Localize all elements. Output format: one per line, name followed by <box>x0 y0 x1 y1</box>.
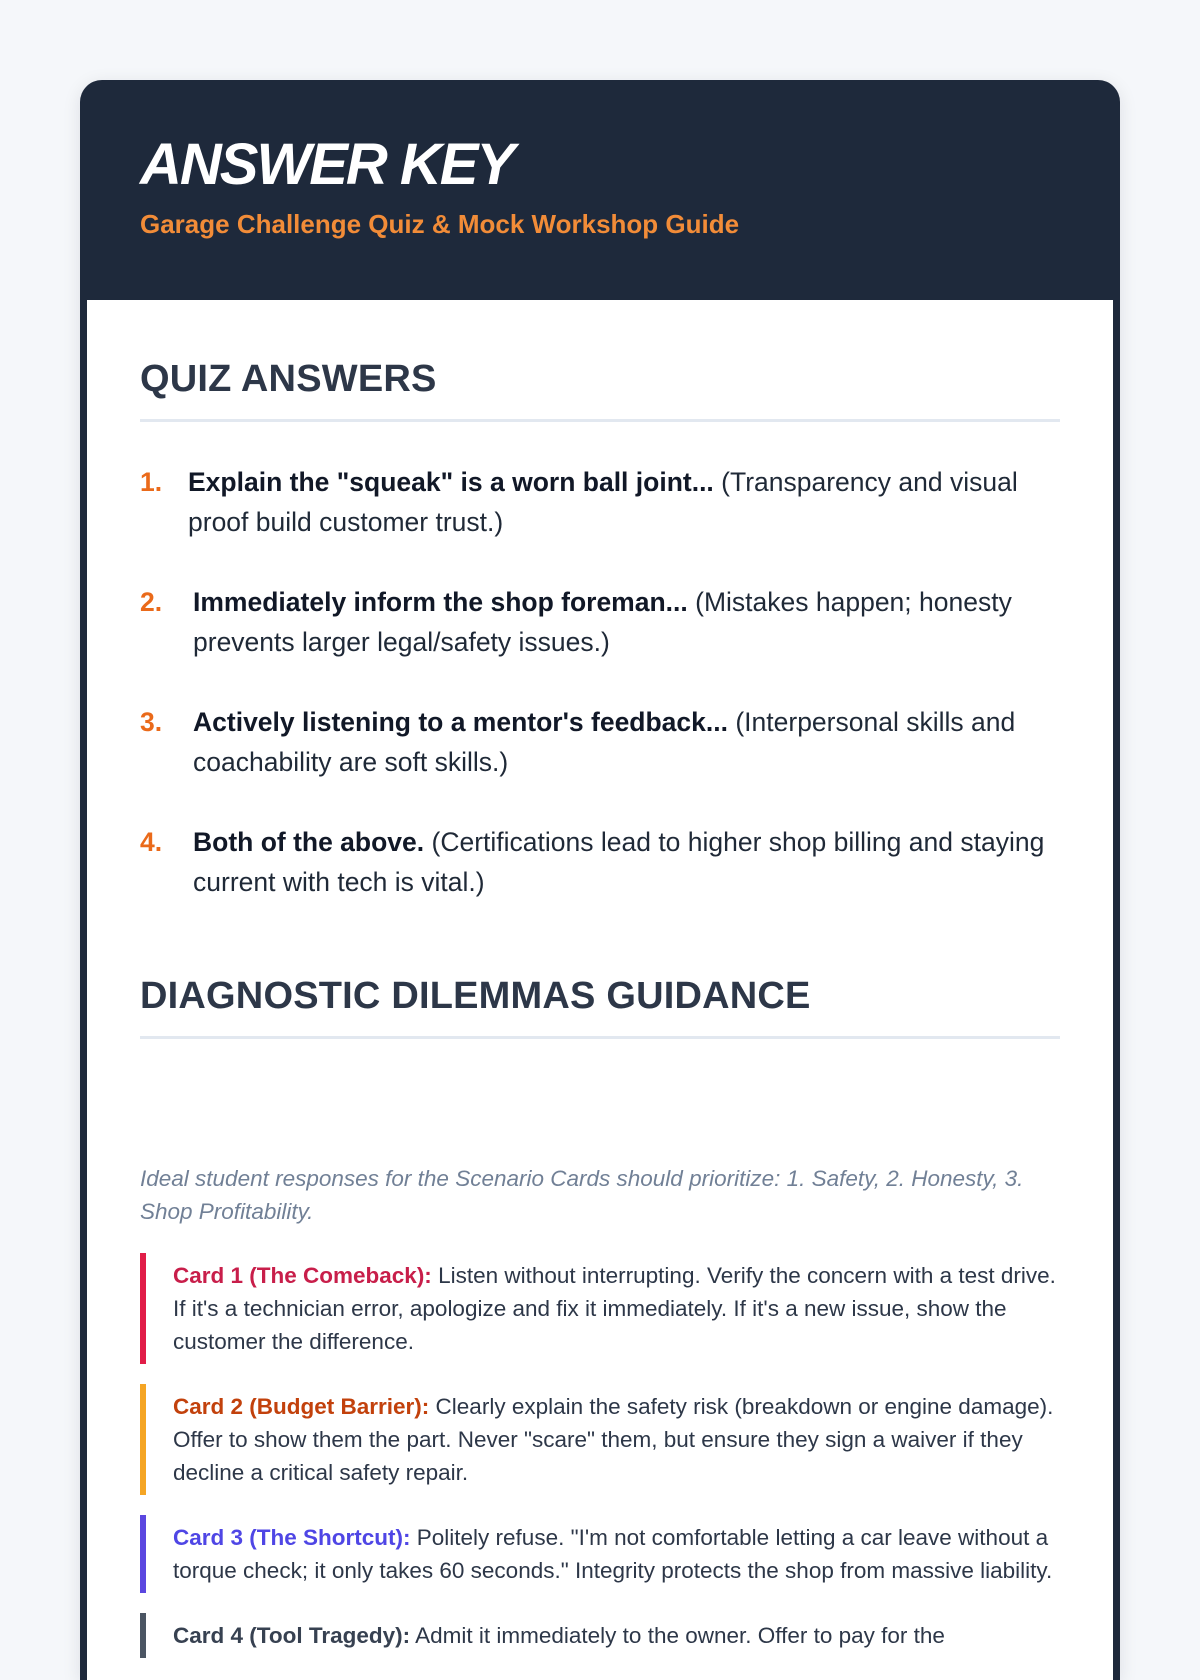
quiz-correct-answer: Immediately inform the shop foreman... <box>193 587 688 617</box>
scenario-card-text: Politely refuse. "I'm not comfortable letting a car leave without a torque check; it only takes 60 seconds." Integrity protects the shop from massive liability. <box>173 1525 1053 1583</box>
quiz-answer-item <box>140 702 1060 782</box>
quiz-answers-heading: QUIZ ANSWERS <box>140 358 1060 422</box>
quiz-answer-explanation: (Certifications lead to higher shop billing and staying current with tech is vital.) <box>193 827 1045 897</box>
quiz-answer-text <box>193 822 1060 902</box>
quiz-answer-number: 1. <box>140 467 163 497</box>
scenario-card-text: Clearly explain the safety risk (breakdown or engine damage). Offer to show them the part. Never "scare" them, but ensure they sign a waiver if they decline a critical safety repair. <box>173 1394 1054 1485</box>
scenario-card-text: Listen without interrupting. Verify the concern with a test drive. If it's a technician error, apologize and fix it immediately. If it's a new issue, show the customer the difference. <box>173 1263 1056 1354</box>
scenario-card <box>140 1613 1060 1658</box>
quiz-answer-text <box>193 702 1060 782</box>
page-title: ANSWER KEY <box>140 132 514 197</box>
quiz-answer-number: 2. <box>140 587 163 617</box>
page-subtitle: Garage Challenge Quiz & Mock Workshop Guide <box>140 209 740 239</box>
quiz-answer-number: 4. <box>140 827 163 857</box>
quiz-answer-number: 3. <box>140 707 163 737</box>
quiz-answer-list <box>140 462 1060 942</box>
quiz-answer-text <box>188 462 1060 542</box>
quiz-correct-answer: Actively listening to a mentor's feedback... <box>193 707 728 737</box>
quiz-answer-item <box>140 582 1060 662</box>
scenario-card-text: Admit it immediately to the owner. Offer to pay for the <box>410 1623 945 1648</box>
quiz-answer-item <box>140 822 1060 902</box>
quiz-answer-text <box>193 582 1060 662</box>
scenario-card <box>140 1384 1060 1495</box>
scenario-card <box>140 1515 1060 1593</box>
quiz-answer-item <box>140 462 1060 542</box>
dilemmas-intro: Ideal student responses for the Scenario Cards should prioritize: 1. Safety, 2. Honesty, 3. Shop Profitability. <box>140 1166 1024 1224</box>
scenario-card-label: Card 2 (Budget Barrier): <box>173 1394 430 1419</box>
quiz-answer-explanation: (Transparency and visual proof build customer trust.) <box>188 467 1018 537</box>
header <box>80 80 1120 300</box>
quiz-correct-answer: Explain the "squeak" is a worn ball joint... <box>188 467 714 497</box>
scenario-card <box>140 1253 1060 1364</box>
scenario-card-list <box>140 1253 1060 1678</box>
answer-key-card <box>80 80 1120 1680</box>
quiz-answer-explanation: (Interpersonal skills and coachability are soft skills.) <box>193 707 1016 777</box>
scenario-card-label: Card 3 (The Shortcut): <box>173 1525 411 1550</box>
scenario-card-label: Card 1 (The Comeback): <box>173 1263 432 1288</box>
scenario-card-label: Card 4 (Tool Tragedy): <box>173 1623 411 1648</box>
quiz-answer-explanation: (Mistakes happen; honesty prevents larger legal/safety issues.) <box>193 587 1012 657</box>
diagnostic-dilemmas-heading: DIAGNOSTIC DILEMMAS GUIDANCE <box>140 975 1060 1039</box>
quiz-correct-answer: Both of the above. <box>193 827 425 857</box>
content-body <box>87 300 1113 1680</box>
